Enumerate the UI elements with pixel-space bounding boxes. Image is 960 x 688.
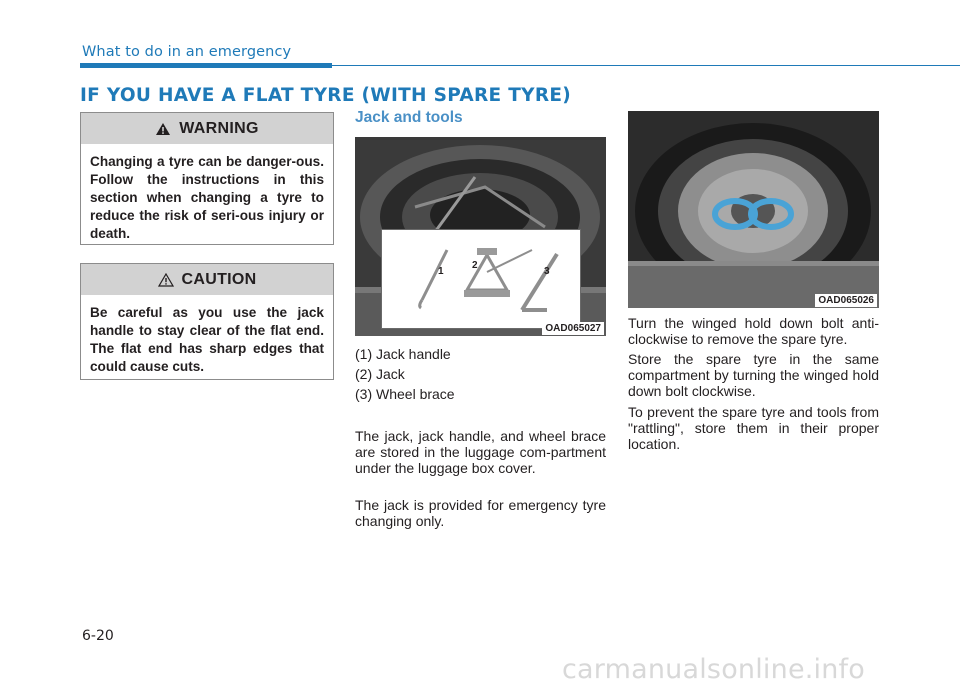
jack-tools-figure bbox=[355, 137, 606, 336]
warning-triangle-icon bbox=[155, 122, 171, 136]
section-label: What to do in an emergency bbox=[82, 44, 292, 60]
spare-tyre-photo bbox=[628, 111, 879, 308]
watermark: carmanualsonline.info bbox=[562, 654, 865, 685]
list-item-wheel-brace: (3) Wheel brace bbox=[355, 386, 455, 402]
figure-code-left: OAD065027 bbox=[542, 322, 604, 335]
warning-box bbox=[80, 112, 334, 245]
caution-header bbox=[81, 264, 333, 295]
figure-code-right: OAD065026 bbox=[815, 294, 877, 307]
jack-purpose-paragraph: The jack is provided for emergency tyre changing only. bbox=[355, 497, 606, 529]
warning-title: WARNING bbox=[179, 119, 259, 137]
header-rule-thin bbox=[332, 65, 960, 66]
jack-tools-drawing bbox=[382, 230, 580, 328]
store-spare-paragraph: Store the spare tyre in the same compartment by turning the winged hold down bolt clockwise. bbox=[628, 351, 879, 399]
caution-box bbox=[80, 263, 334, 380]
header-rule-thick bbox=[80, 63, 332, 68]
warning-header bbox=[81, 113, 333, 144]
page-number: 6-20 bbox=[82, 628, 114, 644]
jack-tools-heading: Jack and tools bbox=[355, 109, 463, 126]
list-item-jack: (2) Jack bbox=[355, 366, 405, 382]
prevent-rattling-paragraph: To prevent the spare tyre and tools from "rattling", store them in their proper location. bbox=[628, 404, 879, 452]
page-heading: IF YOU HAVE A FLAT TYRE (WITH SPARE TYRE) bbox=[80, 85, 572, 106]
spare-tyre-figure bbox=[628, 111, 879, 308]
caution-text: Be careful as you use the jack handle to stay clear of the flat end. The flat end has sharp edges that could cause cuts. bbox=[90, 305, 324, 374]
caution-title: CAUTION bbox=[181, 270, 257, 288]
list-item-jack-handle: (1) Jack handle bbox=[355, 346, 451, 362]
remove-spare-paragraph: Turn the winged hold down bolt anti-clockwise to remove the spare tyre. bbox=[628, 315, 879, 347]
tool-list bbox=[355, 344, 605, 404]
caution-triangle-icon bbox=[158, 273, 174, 287]
callout-1: 1 bbox=[438, 266, 444, 277]
jack-storage-paragraph: The jack, jack handle, and wheel brace are stored in the luggage com-partment under the luggage box cover. bbox=[355, 428, 606, 476]
warning-text: Changing a tyre can be danger-ous. Follow the instructions in this section when changing a tyre to reduce the risk of seri-ous injury or death. bbox=[90, 154, 324, 241]
callout-2: 2 bbox=[472, 260, 478, 271]
jack-tools-inset bbox=[381, 229, 581, 329]
callout-3: 3 bbox=[544, 266, 550, 277]
